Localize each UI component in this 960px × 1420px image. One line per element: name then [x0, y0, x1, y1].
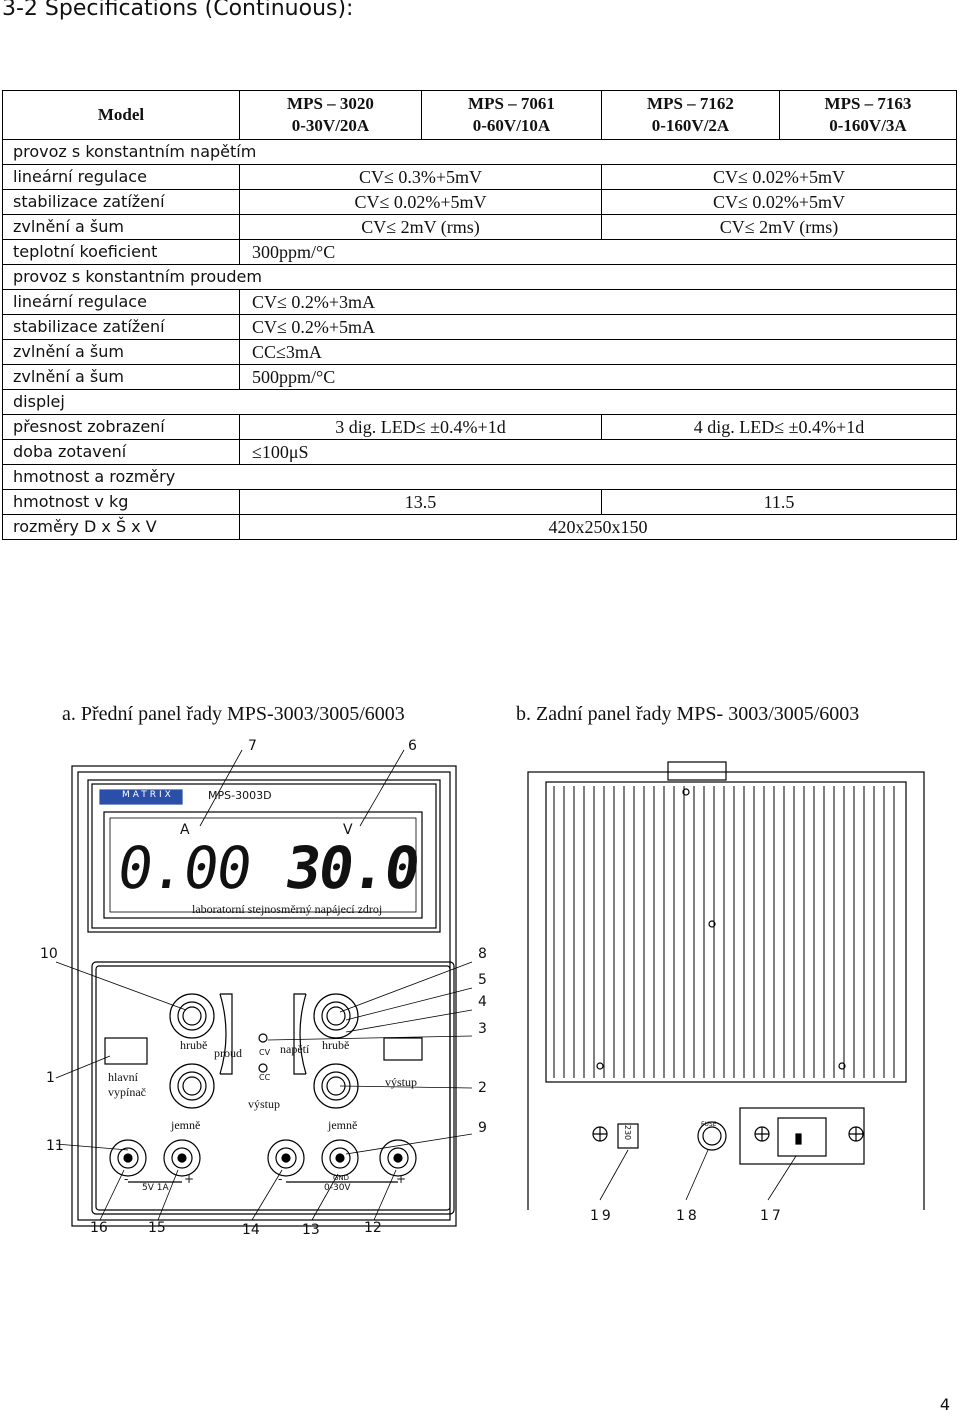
- callout-18: 18: [676, 1208, 700, 1224]
- callout-12: 12: [364, 1220, 382, 1236]
- voltage-switch-label: 230: [623, 1124, 633, 1141]
- fuse-label: FUSE: [701, 1121, 717, 1128]
- label-fine-current: jemně: [171, 1118, 201, 1132]
- label-plus-fixed: +: [184, 1172, 195, 1186]
- label-plus-var: +: [396, 1172, 407, 1186]
- callout-13: 13: [302, 1222, 320, 1238]
- front-panel-caption: a. Přední panel řady MPS-3003/3005/6003: [62, 703, 405, 725]
- callout-9: 9: [478, 1120, 487, 1136]
- amp-label: A: [180, 822, 190, 838]
- callout-5: 5: [478, 972, 487, 988]
- label-range: 0-30V: [324, 1183, 351, 1193]
- model-col-3: MPS – 7162 0-160V/2A: [602, 91, 780, 140]
- label-cv: CV: [259, 1048, 271, 1057]
- table-row: teplotní koeficient 300ppm/°C: [3, 240, 957, 265]
- callout-7: 7: [248, 738, 257, 754]
- table-row: rozměry D x Š x V 420x250x150: [3, 515, 957, 540]
- model-col-2: MPS – 7061 0-60V/10A: [422, 91, 602, 140]
- brand-logo: MATRIX: [122, 790, 174, 800]
- label-current: proud: [214, 1046, 242, 1060]
- table-row: stabilizace zatížení CV≤ 0.2%+5mA: [3, 315, 957, 340]
- page-number: 4: [939, 1395, 950, 1414]
- callout-16: 16: [90, 1220, 108, 1236]
- table-row: přesnost zobrazení 3 dig. LED≤ ±0.4%+1d 4 dig. LED≤ ±0.4%+1d: [3, 415, 957, 440]
- callout-15: 15: [148, 1220, 166, 1236]
- display-caption: laboratorní stejnosměrný napájecí zdroj: [192, 902, 383, 916]
- label-coarse-voltage: hrubě: [322, 1038, 350, 1052]
- model-label: MPS-3003D: [208, 789, 272, 802]
- callout-4: 4: [478, 994, 487, 1010]
- table-row: zvlnění a šum CC≤3mA: [3, 340, 957, 365]
- callout-17: 17: [760, 1208, 784, 1224]
- rear-panel-caption: b. Zadní panel řady MPS- 3003/3005/6003: [516, 703, 860, 725]
- table-row: stabilizace zatížení CV≤ 0.02%+5mV CV≤ 0.02%+5mV: [3, 190, 957, 215]
- label-main-switch-1: hlavní: [108, 1070, 138, 1084]
- rear-panel-drawing: [500, 730, 960, 1210]
- label-output-2: výstup: [385, 1075, 418, 1089]
- volt-readout: 30.0: [281, 834, 423, 902]
- label-fine-voltage: jemně: [328, 1118, 358, 1132]
- callout-1: 1: [46, 1070, 55, 1086]
- callout-6: 6: [408, 738, 417, 754]
- model-header: Model: [3, 91, 240, 140]
- callout-19: 19: [590, 1208, 614, 1224]
- label-fixed-output: 5V 1A: [142, 1183, 169, 1193]
- label-main-switch-2: vypínač: [108, 1085, 146, 1099]
- table-row: zvlnění a šum 500ppm/°C: [3, 365, 957, 390]
- table-header-row: [3, 91, 957, 140]
- model-col-4: MPS – 7163 0-160V/3A: [780, 91, 957, 140]
- section-row: displej: [3, 390, 957, 415]
- section-row: hmotnost a rozměry: [3, 465, 957, 490]
- volt-label: V: [343, 822, 353, 838]
- page-heading: 3-2 Specifications (Continuous):: [2, 0, 354, 21]
- table-row: hmotnost v kg 13.5 11.5: [3, 490, 957, 515]
- amp-readout: 0.00: [113, 834, 255, 902]
- callout-3: 3: [478, 1021, 487, 1037]
- label-cc: CC: [259, 1073, 271, 1082]
- callout-10: 10: [40, 946, 58, 962]
- section-row: provoz s konstantním proudem: [3, 265, 957, 290]
- label-coarse-current: hrubě: [180, 1038, 208, 1052]
- label-output-1: výstup: [248, 1097, 281, 1111]
- front-panel-drawing: [0, 730, 500, 1250]
- callout-8: 8: [478, 946, 487, 962]
- callout-2: 2: [478, 1080, 487, 1096]
- callout-14: 14: [242, 1222, 260, 1238]
- callout-11: 11: [46, 1138, 64, 1154]
- label-voltage: napětí: [280, 1042, 310, 1056]
- table-row: zvlnění a šum CV≤ 2mV (rms) CV≤ 2mV (rms): [3, 215, 957, 240]
- label-gnd: GND: [333, 1174, 350, 1182]
- label-minus-fixed: -: [124, 1172, 129, 1186]
- specifications-table: [2, 90, 957, 540]
- section-row: provoz s konstantním napětím: [3, 140, 957, 165]
- table-row: doba zotavení ≤100μS: [3, 440, 957, 465]
- table-row: lineární regulace CV≤ 0.3%+5mV CV≤ 0.02%+5mV: [3, 165, 957, 190]
- label-minus-var: -: [278, 1172, 283, 1186]
- table-row: lineární regulace CV≤ 0.2%+3mA: [3, 290, 957, 315]
- model-col-1: MPS – 3020 0-30V/20A: [240, 91, 422, 140]
